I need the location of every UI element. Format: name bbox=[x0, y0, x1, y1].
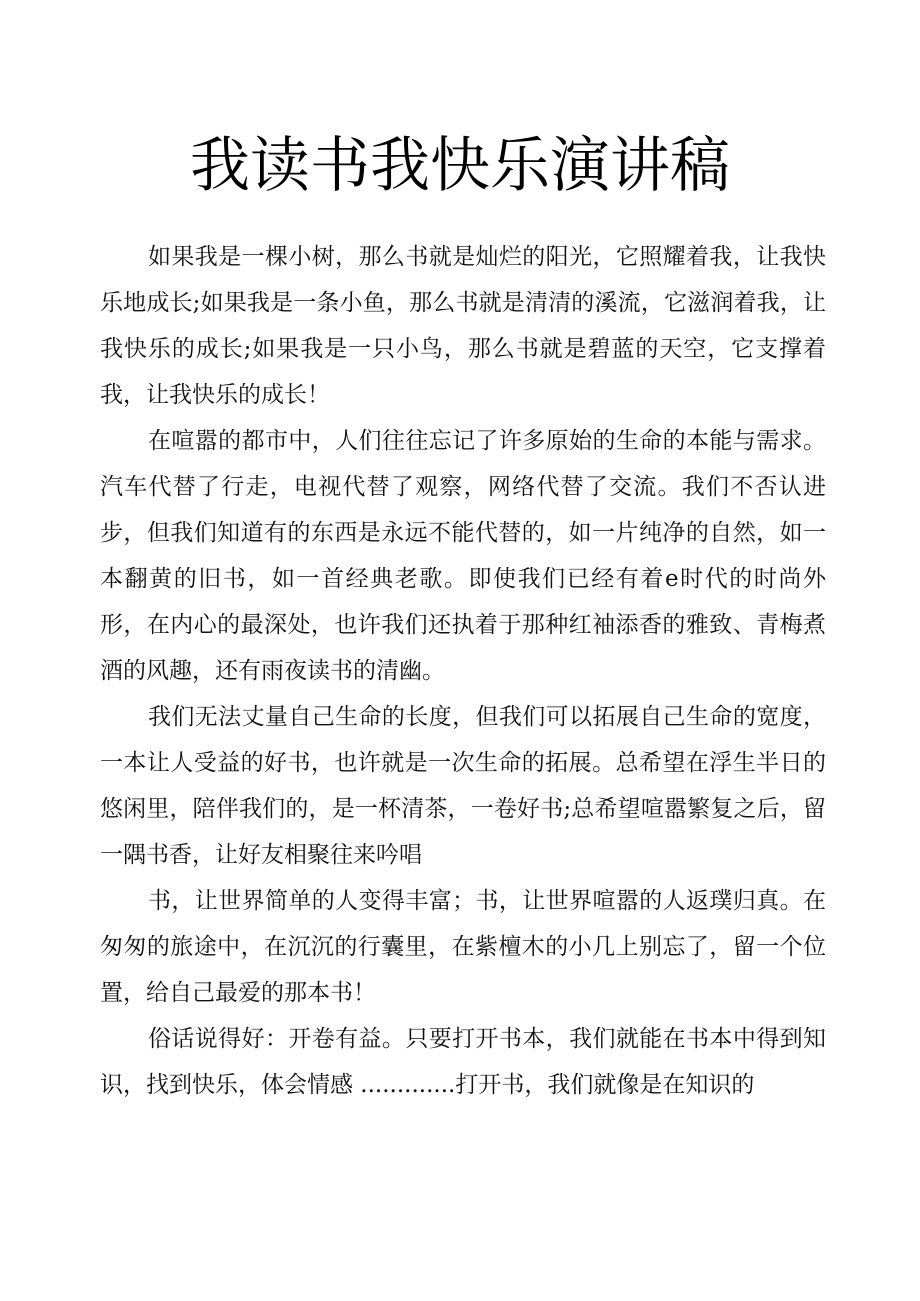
paragraph-3: 我们无法丈量自己生命的长度，但我们可以拓展自己生命的宽度，一本让人受益的好书，也许就是一次生命的拓展。总希望在浮生半日的悠闲里，陪伴我们的，是一杯清茶，一卷好书;总希望喧嚣繁复之后，留一隅书香，让好友相聚往来吟唱 bbox=[100, 704, 826, 868]
paragraph-2: 在喧嚣的都市中，人们往往忘记了许多原始的生命的本能与需求。汽车代替了行走，电视代替了观察，网络代替了交流。我们不否认进步，但我们知道有的东西是永远不能代替的，如一片纯净的自然，如一本翻黄的旧书，如一首经典老歌。即使我们已经有着e时代的时尚外形，在内心的最深处，也许我们还执着于那种红袖添香的雅致、青梅煮酒的风趣，还有雨夜读书的清幽。 bbox=[100, 428, 826, 684]
document-title: 我读书我快乐演讲稿 bbox=[190, 131, 730, 201]
paragraph-1: 如果我是一棵小树，那么书就是灿烂的阳光，它照耀着我，让我快乐地成长;如果我是一条小鱼，那么书就是清清的溪流，它滋润着我，让我快乐的成长;如果我是一只小鸟，那么书就是碧蓝的天空，它支撑着我，让我快乐的成长！ bbox=[100, 244, 826, 408]
paragraph-5: 俗话说得好：开卷有益。只要打开书本，我们就能在书本中得到知识，找到快乐，体会情感 .............打开书，我们就像是在知识的 bbox=[100, 1026, 826, 1098]
document-body bbox=[100, 234, 826, 1108]
paragraph-4: 书，让世界简单的人变得丰富；书，让世界喧嚣的人返璞归真。在匆匆的旅途中，在沉沉的行囊里，在紫檀木的小几上别忘了，留一个位置，给自己最爱的那本书！ bbox=[100, 888, 826, 1006]
